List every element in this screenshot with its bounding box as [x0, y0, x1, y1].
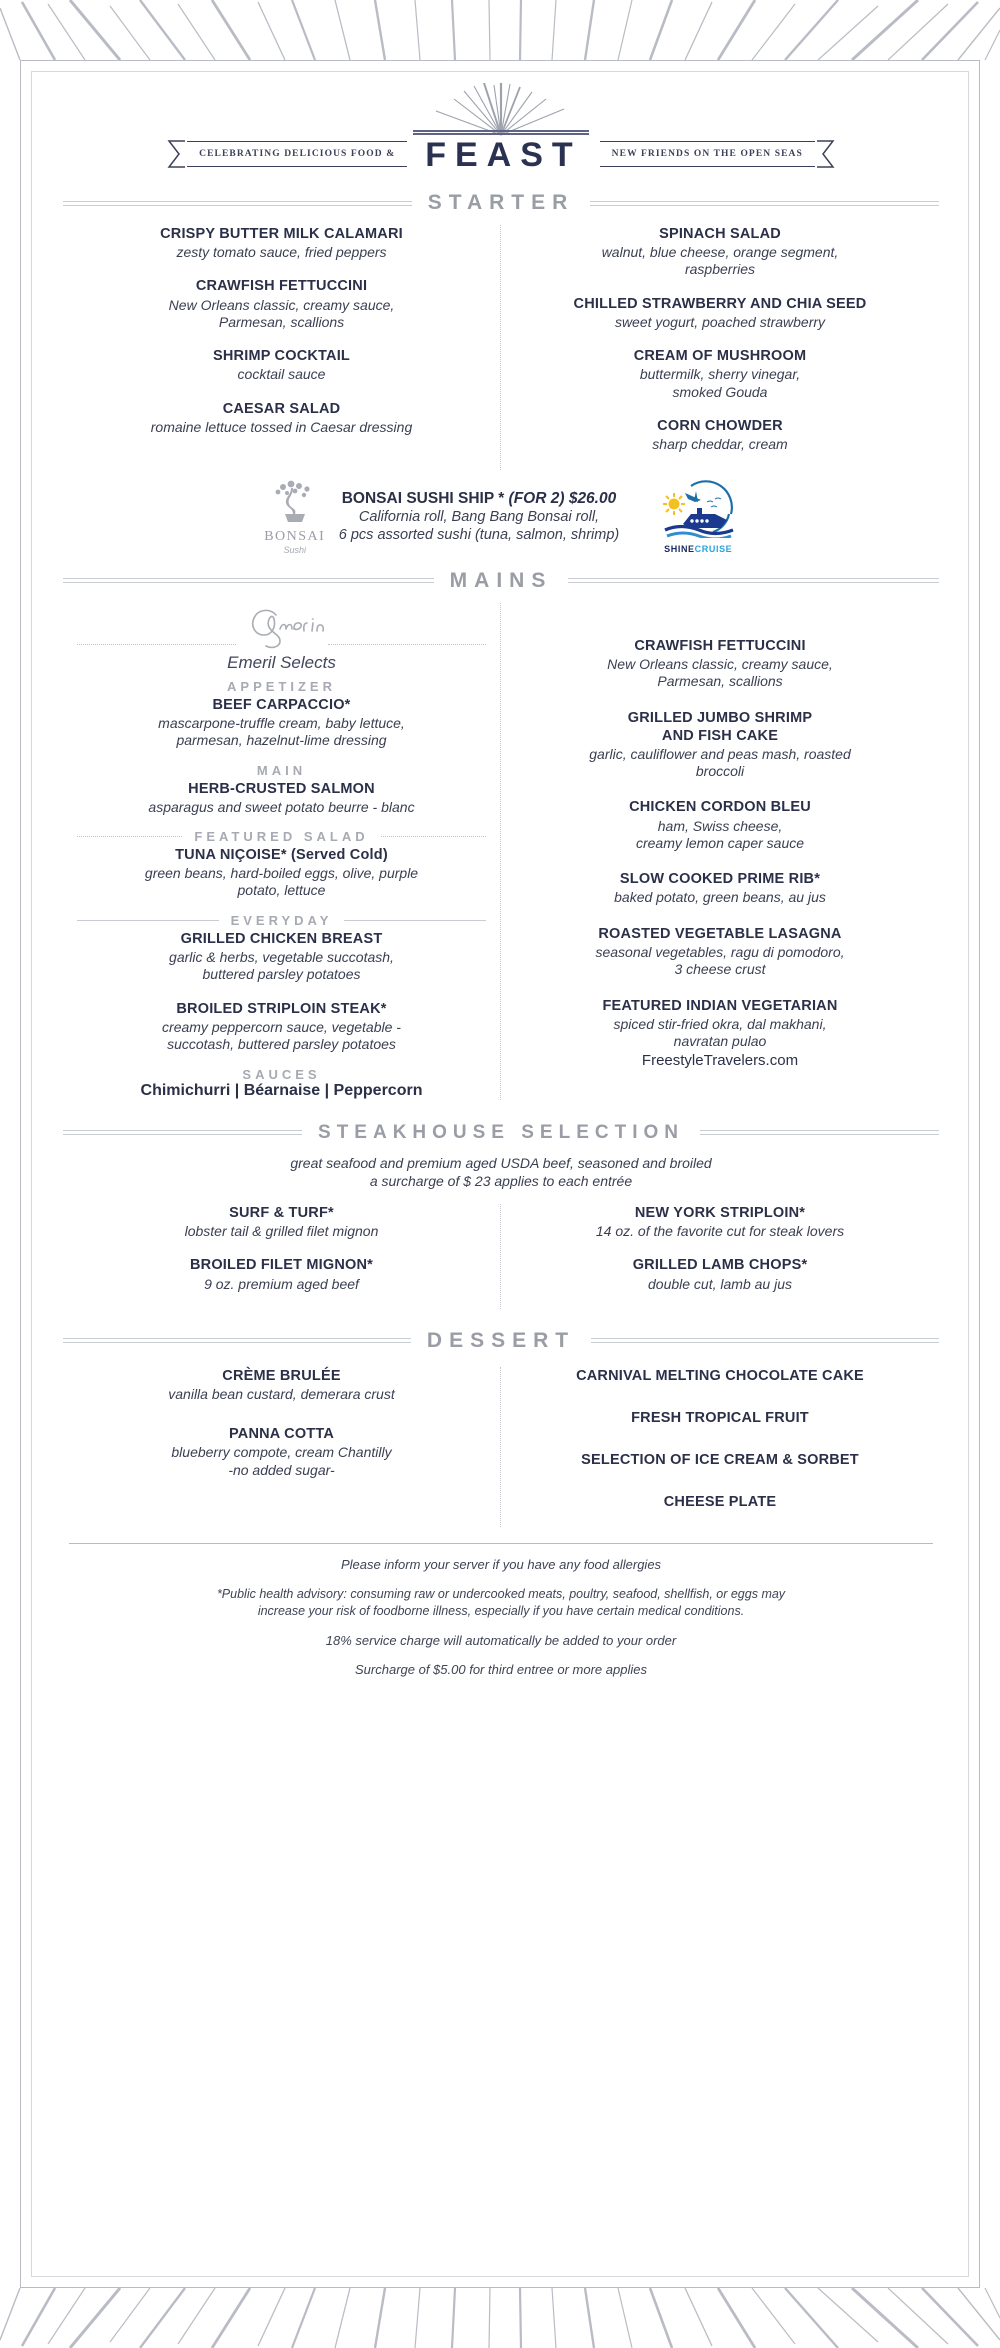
- bonsai-item-price: (FOR 2) $26.00: [508, 490, 617, 508]
- rule-right: [381, 836, 486, 837]
- emeril-dotted-rule-row: [77, 605, 486, 651]
- item-desc: spiced stir-fried okra, dal makhani, navratan pulao: [613, 1015, 827, 1050]
- item-desc: garlic & herbs, vegetable succotash, buttered parsley potatoes: [169, 948, 394, 983]
- masthead-rule: [413, 130, 589, 135]
- bonsai-feature-row: [63, 480, 939, 555]
- item-desc: vanilla bean custard, demerara crust: [168, 1385, 395, 1402]
- item-desc: zesty tomato sauce, fried peppers: [176, 244, 387, 261]
- item-desc: 14 oz. of the favorite cut for steak lovers: [595, 1223, 845, 1240]
- bonsai-logo-sub: Sushi: [283, 544, 307, 555]
- menu-item: [77, 1000, 486, 1054]
- menu-item: [515, 295, 925, 331]
- item-name: BROILED STRIPLOIN STEAK*: [176, 1000, 387, 1017]
- bonsai-logo: [261, 480, 329, 555]
- shine-cruise-logo: [655, 480, 741, 554]
- item-name: ROASTED VEGETABLE LASAGNA: [598, 925, 842, 942]
- item-name: CRAWFISH FETTUCCINI: [195, 278, 368, 295]
- menu-item: [515, 1256, 925, 1292]
- rule-left: [77, 920, 219, 921]
- footer-health-advisory: *Public health advisory: consuming raw or undercooked meats, poultry, seafood, shellfish, or eggs may increase your risk of foodborne illness, especially if you have certain medical conditions.: [216, 1586, 786, 1618]
- dessert-columns: [63, 1367, 939, 1528]
- item-desc: sharp cheddar, cream: [652, 436, 788, 453]
- item-desc: buttermilk, sherry vinegar, smoked Gouda: [639, 366, 801, 400]
- item-desc: double cut, lamb au jus: [648, 1275, 792, 1292]
- item-desc: New Orleans classic, creamy sauce, Parmesan, scallions: [607, 655, 833, 690]
- bottom-sunburst-decoration: [0, 2288, 1000, 2348]
- rule-right: [700, 1130, 939, 1135]
- item-desc: lobster tail & grilled filet mignon: [184, 1223, 379, 1240]
- emeril-script-logo-icon: [236, 605, 328, 651]
- item-name: GRILLED LAMB CHOPS*: [632, 1257, 808, 1274]
- item-name: CHILLED STRAWBERRY AND CHIA SEED: [573, 295, 867, 312]
- emeril-everyday-header: [77, 913, 486, 928]
- item-name: SPINACH SALAD: [659, 226, 781, 242]
- section-title-steakhouse: STEAKHOUSE SELECTION: [318, 1121, 684, 1143]
- item-desc: asparagus and sweet potato beurre - blanc: [148, 798, 415, 815]
- steakhouse-note-line2: a surcharge of $ 23 applies to each entrée: [369, 1172, 633, 1189]
- masthead-right-ribbon-text: NEW FRIENDS ON THE OPEN SEAS: [600, 141, 815, 167]
- item-name: CREAM OF MUSHROOM: [633, 348, 807, 365]
- item-desc: 9 oz. premium aged beef: [204, 1275, 359, 1292]
- item-desc: mascarpone-truffle cream, baby lettuce, parmesan, hazelnut-lime dressing: [158, 714, 405, 749]
- bonsai-item-title-row: [339, 490, 619, 508]
- label-everyday: EVERYDAY: [230, 912, 333, 928]
- rule-right: [328, 644, 487, 645]
- freestyle-travelers-url[interactable]: FreestyleTravelers.com: [641, 1052, 799, 1070]
- item-name: HERB-CRUSTED SALMON: [188, 780, 375, 797]
- menu-item: [77, 1204, 486, 1240]
- item-desc: garlic, cauliflower and peas mash, roasted broccoli: [589, 745, 851, 780]
- menu-item: [515, 1409, 925, 1427]
- item-desc: romaine lettuce tossed in Caesar dressing: [150, 418, 413, 435]
- item-desc: sweet yogurt, poached strawberry: [614, 313, 826, 330]
- steakhouse-note-line1: great seafood and premium aged USDA beef, seasoned and broiled: [290, 1154, 712, 1171]
- label-sauces: SAUCES: [242, 1066, 321, 1082]
- section-title-mains: MAINS: [449, 568, 553, 592]
- masthead: [63, 85, 939, 177]
- menu-item: [77, 347, 486, 383]
- bonsai-item-desc-line2: 6 pcs assorted sushi (tuna, salmon, shrimp): [338, 527, 620, 544]
- rule-left: [63, 1338, 411, 1343]
- shine-cruise-word-cruise: CRUISE: [694, 544, 733, 555]
- menu-item: [77, 780, 486, 816]
- footer-surcharge: Surcharge of $5.00 for third entree or more applies: [355, 1662, 647, 1678]
- item-name: BEEF CARPACCIO*: [212, 696, 351, 713]
- item-desc: seasonal vegetables, ragu di pomodoro, 3 cheese crust: [595, 943, 845, 978]
- rule-right: [590, 201, 939, 206]
- menu-item: [515, 870, 925, 906]
- mains-columns: [63, 603, 939, 1100]
- emeril-header: [77, 605, 486, 673]
- item-name: CAESAR SALAD: [222, 400, 341, 417]
- sauces-list: Chimichurri | Béarnaise | Peppercorn: [140, 1081, 423, 1099]
- emeril-featured-salad-header: [77, 829, 486, 844]
- menu-item: [515, 1493, 925, 1511]
- item-name: CORN CHOWDER: [657, 418, 783, 435]
- rule-left: [63, 578, 434, 583]
- menu-item: [515, 417, 925, 453]
- item-name: SURF & TURF*: [229, 1204, 334, 1221]
- menu-item: [515, 709, 925, 781]
- item-desc: green beans, hard-boiled eggs, olive, purple potato, lettuce: [144, 865, 419, 899]
- item-name: NEW YORK STRIPLOIN*: [634, 1204, 806, 1221]
- item-desc: walnut, blue cheese, orange segment, raspberries: [601, 244, 839, 278]
- emeril-main-header: [77, 763, 486, 778]
- item-name: SELECTION OF ICE CREAM & SORBET: [581, 1452, 859, 1469]
- menu-item: [515, 1204, 925, 1240]
- starter-columns: [63, 225, 939, 470]
- menu-content: [21, 61, 981, 2289]
- item-name: CRAWFISH FETTUCCINI: [634, 637, 806, 654]
- dessert-left-column: [63, 1367, 501, 1528]
- steakhouse-note: [63, 1154, 939, 1190]
- item-desc: baked potato, green beans, au jus: [614, 889, 826, 906]
- footer-allergy-notice: Please inform your server if you have any food allergies: [340, 1557, 662, 1573]
- footer-service-charge: 18% service charge will automatically be added to your order: [325, 1632, 677, 1648]
- ribbon-tail-right-icon: [815, 139, 837, 169]
- menu-item: [515, 798, 925, 852]
- menu-item: [515, 925, 925, 979]
- item-name: CARNIVAL MELTING CHOCOLATE CAKE: [576, 1367, 864, 1384]
- menu-item: [77, 1256, 486, 1292]
- item-desc: blueberry compote, cream Chantilly -no added sugar-: [171, 1444, 392, 1478]
- item-name: CHEESE PLATE: [663, 1494, 777, 1511]
- menu-item: [515, 997, 925, 1051]
- item-name: GRILLED JUMBO SHRIMP AND FISH CAKE: [627, 709, 813, 744]
- menu-page-frame: [20, 60, 980, 2288]
- item-desc: New Orleans classic, creamy sauce, Parmesan, scallions: [168, 296, 395, 330]
- shine-cruise-wordmark: [655, 544, 741, 554]
- rule-left: [63, 201, 412, 206]
- label-appetizer: APPETIZER: [227, 678, 336, 694]
- item-name: SHRIMP COCKTAIL: [213, 348, 350, 365]
- menu-item: [515, 637, 925, 691]
- item-name: FRESH TROPICAL FRUIT: [631, 1409, 809, 1426]
- steakhouse-columns: [63, 1204, 939, 1309]
- label-main: MAIN: [256, 762, 307, 778]
- item-name: SLOW COOKED PRIME RIB*: [619, 871, 821, 888]
- emeril-sauces-header: [77, 1067, 486, 1082]
- item-name: CRÈME BRULÉE: [222, 1367, 341, 1384]
- rule-left: [77, 836, 182, 837]
- ribbon-tail-left-icon: [165, 139, 187, 169]
- footer-divider: [69, 1543, 933, 1544]
- rule-right: [591, 1338, 939, 1343]
- emeril-selects-label: Emeril Selects: [227, 652, 336, 672]
- bonsai-item-desc-line1: California roll, Bang Bang Bonsai roll,: [358, 509, 600, 526]
- section-title-starter: STARTER: [427, 191, 575, 214]
- menu-title: FEAST: [425, 136, 582, 174]
- mains-right-column: [501, 603, 939, 1100]
- menu-item: [77, 1367, 486, 1403]
- item-name: CRISPY BUTTER MILK CALAMARI: [160, 226, 403, 242]
- emeril-appetizer-header: [77, 679, 486, 694]
- item-name: CHICKEN CORDON BLEU: [629, 799, 811, 816]
- top-sunburst-decoration: [0, 0, 1000, 60]
- section-header-mains: [63, 569, 939, 593]
- rule-left: [77, 644, 236, 645]
- menu-item: [515, 225, 925, 279]
- bonsai-logo-word: BONSAI: [264, 528, 326, 544]
- menu-item: [77, 277, 486, 331]
- steakhouse-right-column: [501, 1204, 939, 1309]
- emeril-column: [63, 603, 501, 1100]
- menu-item: [77, 400, 486, 436]
- item-name: BROILED FILET MIGNON*: [189, 1257, 374, 1274]
- item-name: FEATURED INDIAN VEGETARIAN: [602, 997, 838, 1014]
- masthead-banner: [63, 136, 939, 174]
- rule-right: [344, 920, 486, 921]
- starter-left-column: [63, 225, 501, 470]
- shine-cruise-word-shine: SHINE: [664, 544, 695, 555]
- section-header-dessert: [63, 1329, 939, 1353]
- bonsai-item: [339, 490, 619, 544]
- bonsai-tree-icon: [269, 480, 321, 524]
- section-header-starter: [63, 191, 939, 215]
- menu-item: [77, 1425, 486, 1479]
- bonsai-item-name: BONSAI SUSHI SHIP *: [341, 490, 509, 508]
- menu-item: [77, 225, 486, 261]
- steakhouse-left-column: [63, 1204, 501, 1309]
- item-name: GRILLED CHICKEN BREAST: [180, 930, 383, 947]
- item-desc: ham, Swiss cheese, creamy lemon caper sauce: [635, 817, 805, 851]
- menu-item: [515, 1451, 925, 1469]
- section-title-dessert: DESSERT: [426, 1328, 576, 1352]
- item-desc: creamy peppercorn sauce, vegetable - succotash, buttered parsley potatoes: [162, 1018, 401, 1053]
- rule-right: [568, 578, 939, 583]
- label-featured-salad: FEATURED SALAD: [194, 828, 369, 844]
- cruise-ship-icon: [661, 480, 735, 538]
- rule-left: [63, 1130, 302, 1135]
- masthead-left-ribbon-text: CELEBRATING DELICIOUS FOOD &: [187, 141, 407, 167]
- item-name: PANNA COTTA: [228, 1426, 335, 1443]
- section-header-steakhouse: [63, 1122, 939, 1144]
- dessert-right-column: [501, 1367, 939, 1528]
- item-name: TUNA NIÇOISE* (Served Cold): [175, 846, 388, 863]
- menu-item: [77, 696, 486, 750]
- menu-item: [77, 846, 486, 900]
- menu-item: [515, 1367, 925, 1385]
- item-desc: cocktail sauce: [237, 366, 326, 383]
- menu-item: [77, 930, 486, 984]
- menu-item: [515, 347, 925, 401]
- starter-right-column: [501, 225, 939, 470]
